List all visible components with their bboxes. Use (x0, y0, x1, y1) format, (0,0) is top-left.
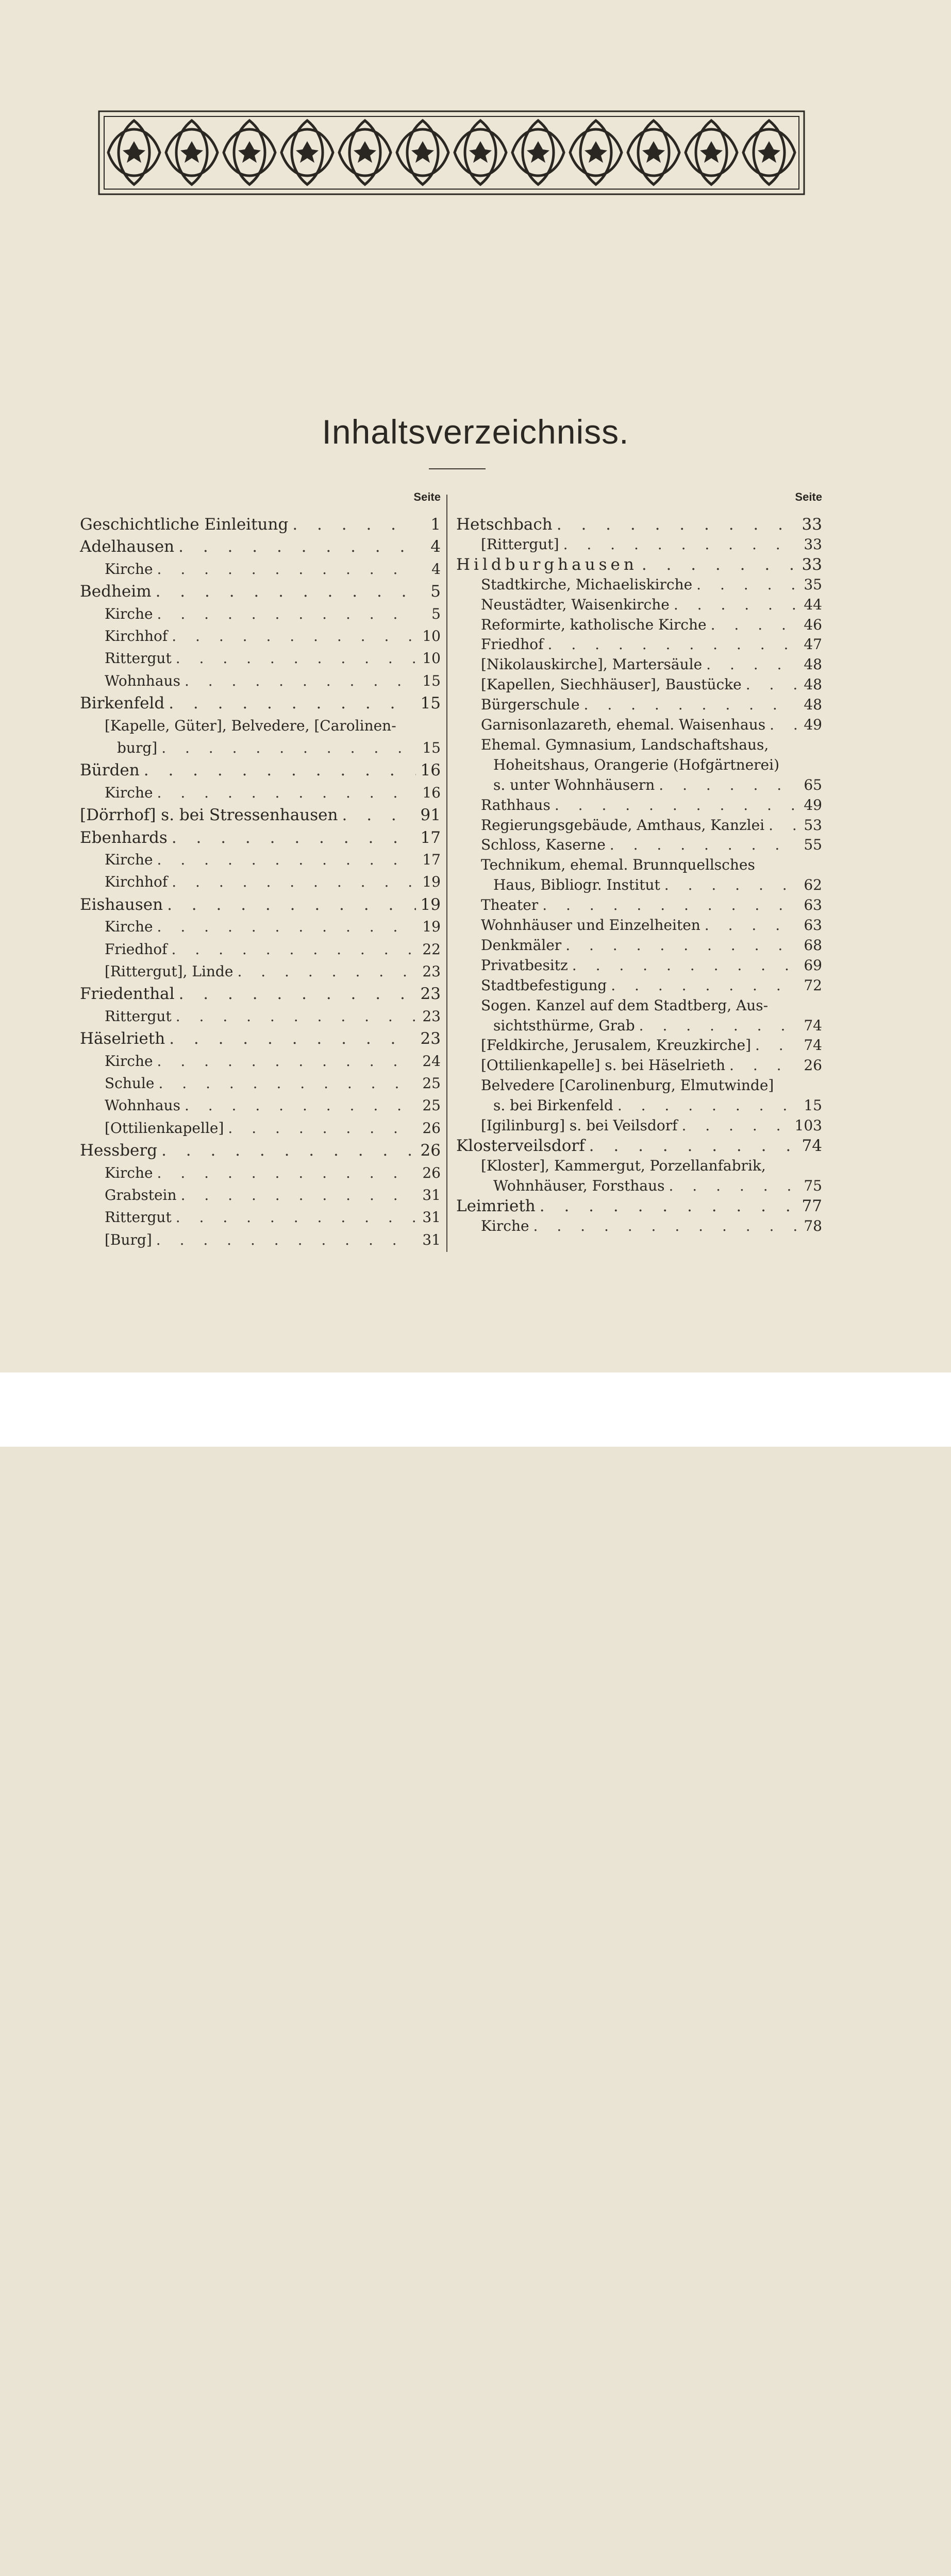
toc-entry (80, 848, 441, 868)
toc-entry-page: 15 (804, 1097, 822, 1114)
toc-entry (80, 1071, 441, 1092)
leader-dots (635, 1018, 797, 1034)
toc-entry (456, 833, 822, 853)
toc-entry-label: Friedhof (105, 940, 168, 958)
toc-entry (456, 692, 822, 713)
toc-entry-label: Regierungsgebäude, Amthaus, Kanzlei (481, 816, 765, 834)
leader-dots (153, 561, 416, 578)
toc-entry (456, 773, 822, 793)
toc-entry-label: Theater (481, 896, 539, 914)
toc-entry-page: 5 (431, 605, 441, 622)
leader-dots (153, 1165, 416, 1181)
toc-entry-page: 19 (422, 918, 441, 936)
leader-dots (544, 636, 797, 653)
leader-dots (174, 538, 416, 555)
ornament-tile (166, 121, 218, 184)
toc-entry-page: 10 (422, 628, 441, 645)
toc-entry-label: [Dörrhof] s. bei Stressenhausen (80, 806, 338, 825)
toc-entry-label: Sogen. Kanzel auf dem Stadtberg, Aus- (481, 996, 769, 1014)
toc-entry-page: 68 (804, 936, 822, 954)
toc-entry-page: 31 (422, 1209, 441, 1226)
toc-entry-label: Wohnhäuser und Einzelheiten (481, 917, 700, 934)
toc-entry-page: 4 (430, 537, 441, 556)
toc-entry (80, 579, 441, 600)
toc-entry-page: 49 (804, 716, 822, 733)
toc-entry-label: Hildburghausen (456, 555, 638, 574)
toc-entry-label: Stadtbefestigung (481, 976, 607, 994)
leader-dots (529, 1218, 797, 1234)
toc-entry (456, 1053, 822, 1074)
toc-entry-label: Kirche (105, 560, 153, 578)
leader-dots (153, 1053, 416, 1070)
toc-entry-page: 31 (422, 1231, 441, 1248)
leader-dots (168, 829, 416, 846)
toc-entry-label: Wohnhaus (105, 672, 180, 689)
leader-dots (157, 740, 416, 756)
toc-entry (456, 1214, 822, 1234)
toc-entry (456, 632, 822, 653)
leader-dots (172, 1008, 416, 1025)
toc-entry-label: Bedheim (80, 582, 152, 601)
leader-dots (536, 1198, 797, 1214)
toc-entry-label: Kirchhof (105, 628, 168, 645)
leader-dots (580, 697, 797, 713)
toc-entry-label: Kirche (105, 605, 153, 622)
leader-dots (165, 1030, 416, 1047)
toc-entry-label: Kirche (481, 1217, 529, 1234)
toc-entry-label: [Feldkirche, Jerusalem, Kreuzkirche] (481, 1037, 751, 1054)
toc-entry-page: 19 (420, 895, 441, 914)
leader-dots (154, 1075, 416, 1092)
leader-dots (172, 1209, 416, 1226)
toc-entry-label: sichtsthürme, Grab (493, 1016, 635, 1034)
leader-dots (700, 917, 797, 934)
toc-entry-label: [Burg] (105, 1231, 152, 1248)
toc-entry-page: 47 (804, 636, 822, 653)
toc-entry (456, 532, 822, 553)
toc-entry-page: 91 (420, 806, 441, 825)
toc-entry-label: Rittergut (105, 1209, 172, 1226)
leader-dots (172, 650, 416, 667)
leader-dots (338, 807, 416, 823)
leader-dots (233, 963, 416, 980)
toc-entry-page: 19 (422, 873, 441, 891)
ornament-tile (339, 121, 391, 184)
toc-entry (80, 602, 441, 622)
toc-entry-page: 53 (804, 816, 822, 834)
toc-entry-label: Eishausen (80, 895, 163, 914)
toc-entry (456, 793, 822, 814)
leader-dots (670, 597, 797, 613)
toc-entry-page: 26 (422, 1164, 441, 1181)
toc-entry-label: [Nikolauskirche], Martersäule (481, 656, 703, 673)
toc-entry (456, 873, 822, 893)
toc-entry-label: s. unter Wohnhäusern (493, 776, 655, 793)
toc-entry-label: Garnisonlazareth, ehemal. Waisenhaus (481, 716, 766, 733)
toc-entry-page: 49 (804, 796, 822, 814)
toc-entry-page: 15 (422, 739, 441, 756)
toc-entry-label: Kirche (105, 851, 153, 868)
toc-entry-page: 10 (422, 650, 441, 667)
leader-dots (153, 919, 416, 935)
toc-entry-page: 35 (804, 575, 822, 593)
toc-entry (80, 624, 441, 645)
toc-entry-page: 23 (420, 1029, 441, 1048)
toc-entry-page: 48 (804, 656, 822, 673)
library-footer (0, 1372, 951, 1447)
toc-entry-page: 23 (422, 963, 441, 980)
leader-dots (550, 797, 797, 814)
leader-dots (702, 656, 797, 673)
ornament-tile (686, 121, 737, 184)
toc-entry-page: 22 (422, 940, 441, 958)
toc-entry-page: 65 (804, 776, 822, 793)
toc-entry-page: 25 (422, 1075, 441, 1092)
toc-entry-label: Ebenhards (80, 828, 168, 847)
leader-dots (153, 785, 416, 801)
toc-entry-label: Wohnhäuser, Forsthaus (493, 1177, 665, 1194)
leader-dots (152, 1232, 416, 1248)
toc-entry (456, 713, 822, 733)
toc-entry (80, 669, 441, 689)
toc-entry-page: 5 (430, 582, 441, 601)
toc-entry (456, 973, 822, 994)
toc-entry-label: s. bei Birkenfeld (493, 1097, 613, 1114)
toc-entry-label: Kirche (105, 1164, 153, 1181)
toc-entry (456, 592, 822, 613)
leader-dots (153, 852, 416, 868)
toc-entry-page: 48 (804, 696, 822, 714)
toc-entry-label: Geschichtliche Einleitung (80, 515, 289, 534)
toc-entry (456, 893, 822, 913)
toc-entry (456, 672, 822, 693)
toc-entry-page: 62 (804, 876, 822, 894)
title-rule (429, 468, 486, 469)
toc-entry-page: 16 (422, 784, 441, 801)
leader-dots (655, 777, 797, 793)
toc-entry-label: Friedhof (481, 636, 544, 653)
toc-entry-label: [Kloster], Kammergut, Porzellanfabrik, (481, 1157, 766, 1174)
toc-entry-page: 16 (420, 761, 441, 780)
leader-dots (707, 617, 797, 633)
toc-entry-label: [Kapellen, Siechhäuser], Baustücke (481, 676, 742, 693)
toc-entry-label: [Rittergut], Linde (105, 963, 233, 980)
toc-entry-label: Hoheitshaus, Orangerie (Hofgärtnerei) (493, 756, 780, 773)
leader-dots (157, 1142, 416, 1159)
toc-entry (80, 1138, 441, 1159)
toc-entry (456, 1154, 822, 1174)
toc-entry-page: 77 (802, 1196, 822, 1215)
toc-entry (456, 1174, 822, 1194)
column-divider (446, 495, 447, 1252)
leader-dots (764, 817, 797, 834)
toc-entry-label: Häselrieth (80, 1029, 165, 1048)
toc-entry (80, 1116, 441, 1137)
leader-dots (660, 877, 797, 893)
toc-entry-label: Kirchhof (105, 873, 168, 891)
ornament-tile (281, 121, 333, 184)
leader-dots (742, 676, 797, 693)
leader-dots (168, 941, 416, 958)
toc-entry (80, 959, 441, 980)
seite-heading-right: Seite (795, 490, 822, 503)
toc-entry-page: 23 (420, 985, 441, 1004)
toc-entry-label: Kirche (105, 918, 153, 936)
toc-entry-label: Neustädter, Waisenkirche (481, 596, 670, 613)
ornament-tile (628, 121, 679, 184)
leader-dots (164, 695, 416, 711)
toc-entry (80, 1161, 441, 1181)
toc-entry-page: 31 (422, 1187, 441, 1204)
toc-entry (456, 613, 822, 633)
toc-entry-label: Klosterveilsdorf (456, 1136, 585, 1155)
toc-entry-label: Grabstein (105, 1187, 177, 1204)
toc-entry-label: Technikum, ehemal. Brunnquellsches (481, 856, 755, 874)
leader-dots (538, 897, 797, 913)
leader-dots (180, 673, 416, 689)
toc-entry-page: 33 (804, 535, 822, 553)
toc-entry-label: [Kapelle, Güter], Belvedere, [Carolinen- (105, 717, 396, 734)
toc-entry (80, 1093, 441, 1114)
leader-dots (607, 977, 797, 994)
toc-entry-page: 26 (804, 1057, 822, 1074)
leader-dots (559, 536, 797, 553)
toc-entry (456, 953, 822, 974)
leader-dots (606, 837, 797, 853)
toc-entry (456, 1013, 822, 1034)
leader-dots (163, 896, 416, 913)
toc-entry-page: 25 (422, 1097, 441, 1114)
toc-entry-label: Hetschbach (456, 515, 553, 534)
toc-entry-label: Denkmäler (481, 936, 562, 954)
leader-dots (613, 1097, 797, 1114)
toc-entry (456, 512, 822, 533)
leader-dots (561, 937, 797, 954)
toc-entry-label: Adelhausen (80, 537, 175, 556)
toc-entry-label: Hessberg (80, 1141, 158, 1160)
toc-entry (80, 758, 441, 778)
toc-entry-label: Kirche (105, 784, 153, 801)
toc-entry (456, 1093, 822, 1114)
toc-entry (456, 853, 822, 873)
leader-dots (288, 516, 416, 533)
leader-dots (224, 1120, 416, 1137)
toc-entry-page: 23 (422, 1007, 441, 1025)
leader-dots (751, 1037, 797, 1054)
ornament-tile (743, 121, 795, 184)
toc-entry (456, 652, 822, 673)
toc-entry-label: Schloss, Kaserne (481, 836, 606, 854)
toc-entry (80, 937, 441, 958)
toc-entry-label: Privatbesitz (481, 956, 568, 974)
toc-entry (456, 733, 822, 753)
toc-entry-page: 15 (422, 672, 441, 689)
toc-entry-page: 74 (804, 1037, 822, 1054)
leader-dots (152, 583, 416, 600)
toc-entry (80, 803, 441, 823)
toc-entry (456, 933, 822, 954)
toc-entry-label: Rathhaus (481, 796, 550, 814)
toc-entry-page: 63 (804, 917, 822, 934)
toc-entry (80, 1004, 441, 1025)
toc-entry (80, 1183, 441, 1204)
toc-entry-page: 72 (804, 976, 822, 994)
toc-entry-page: 103 (794, 1117, 822, 1134)
leader-dots (168, 874, 416, 890)
toc-entry (80, 914, 441, 935)
toc-entry-page: 33 (802, 555, 822, 574)
leader-dots (177, 1187, 416, 1204)
ornament-tile (224, 121, 275, 184)
toc-entry (80, 557, 441, 578)
toc-entry-page: 69 (804, 956, 822, 974)
toc-entry-page: 26 (422, 1119, 441, 1137)
toc-entry-label: Schule (105, 1075, 155, 1092)
toc-entry-label: [Ottilienkapelle] (105, 1119, 224, 1137)
toc-entry (456, 813, 822, 834)
toc-entry (80, 1228, 441, 1248)
toc-entry-page: 1 (430, 515, 441, 534)
toc-entry-page: 63 (804, 896, 822, 914)
leader-dots (725, 1057, 797, 1074)
toc-entry-page: 55 (804, 836, 822, 854)
leader-dots (180, 1097, 416, 1114)
toc-entry (80, 1205, 441, 1226)
leader-dots (168, 628, 416, 645)
toc-entry-label: Bürden (80, 761, 140, 780)
leader-dots (765, 717, 797, 733)
toc-entry (80, 1049, 441, 1070)
toc-entry-page: 78 (804, 1217, 822, 1234)
toc-entry-page: 17 (422, 851, 441, 868)
toc-entry-label: Ehemal. Gymnasium, Landschaftshaus, (481, 736, 769, 753)
toc-entry-label: Rittergut (105, 1007, 172, 1025)
toc-entry (80, 981, 441, 1002)
toc-entry-page: 44 (804, 596, 822, 613)
ornament-tile (397, 121, 448, 184)
toc-entry-page: 48 (804, 676, 822, 693)
seite-heading-left: Seite (413, 490, 441, 503)
toc-entry (456, 993, 822, 1014)
toc-entry-label: Belvedere [Carolinenburg, Elmutwinde] (481, 1077, 774, 1094)
toc-entry (456, 753, 822, 773)
toc-entry-label: Wohnhaus (105, 1097, 180, 1114)
leader-dots (140, 762, 416, 778)
toc-entry-label: Birkenfeld (80, 694, 165, 713)
toc-entry (456, 572, 822, 593)
toc-entry-page: 46 (804, 616, 822, 633)
leader-dots (638, 556, 797, 573)
toc-entry (456, 552, 822, 573)
toc-entry (80, 781, 441, 801)
toc-entry (456, 1194, 822, 1214)
toc-entry (80, 646, 441, 667)
toc-entry-label: Friedenthal (80, 985, 175, 1004)
toc-entry-page: 4 (431, 560, 441, 578)
toc-entry (456, 1073, 822, 1094)
ornament-tile (455, 121, 506, 184)
toc-entry (456, 1133, 822, 1154)
ornamental-header-band (98, 110, 805, 195)
toc-entry (456, 1033, 822, 1054)
toc-entry-page: 15 (420, 694, 441, 713)
toc-entry-page: 26 (420, 1141, 441, 1160)
toc-entry-label: Reformirte, katholische Kirche (481, 616, 707, 633)
toc-entry-label: Leimrieth (456, 1196, 536, 1215)
toc-entry-label: Stadtkirche, Michaeliskirche (481, 575, 693, 593)
leader-dots (553, 516, 797, 533)
leader-dots (568, 957, 797, 974)
toc-entry (80, 870, 441, 890)
toc-entry-label: Kirche (105, 1052, 153, 1070)
toc-entry-page: 75 (804, 1177, 822, 1194)
toc-entry-page: 74 (802, 1136, 822, 1155)
toc-entry-label: [Ottilienkapelle] s. bei Häselrieth (481, 1057, 726, 1074)
toc-entry (80, 691, 441, 711)
toc-entry (456, 913, 822, 934)
toc-entry-page: 74 (804, 1016, 822, 1034)
toc-entry-page: 33 (802, 515, 822, 534)
toc-entry-label: [Igilinburg] s. bei Veilsdorf (481, 1117, 678, 1134)
leader-dots (153, 606, 416, 622)
toc-entry (80, 1026, 441, 1047)
toc-entry-label: Bürgerschule (481, 696, 580, 714)
toc-entry-label: Rittergut (105, 650, 172, 667)
ornament-tile (108, 121, 160, 184)
page-title: Inhaltsverzeichniss. (322, 413, 629, 451)
toc-entry (80, 534, 441, 555)
toc-entry (80, 825, 441, 846)
toc-entry-label: [Rittergut] (481, 535, 559, 553)
leader-dots (585, 1138, 797, 1154)
toc-entry-label: Haus, Bibliogr. Institut (493, 876, 660, 894)
ornament-tile (512, 121, 564, 184)
toc-entry (80, 892, 441, 913)
ornament-tile (570, 121, 622, 184)
toc-entry (80, 736, 441, 756)
toc-entry-page: 17 (420, 828, 441, 847)
leader-dots (692, 577, 797, 593)
toc-entry (80, 512, 441, 533)
toc-entry (456, 1113, 822, 1134)
toc-entry-page: 24 (422, 1052, 441, 1070)
toc-entry-label: burg] (117, 739, 158, 756)
toc-entry (80, 714, 441, 734)
leader-dots (665, 1178, 798, 1194)
leader-dots (175, 986, 416, 1002)
leader-dots (677, 1117, 794, 1134)
